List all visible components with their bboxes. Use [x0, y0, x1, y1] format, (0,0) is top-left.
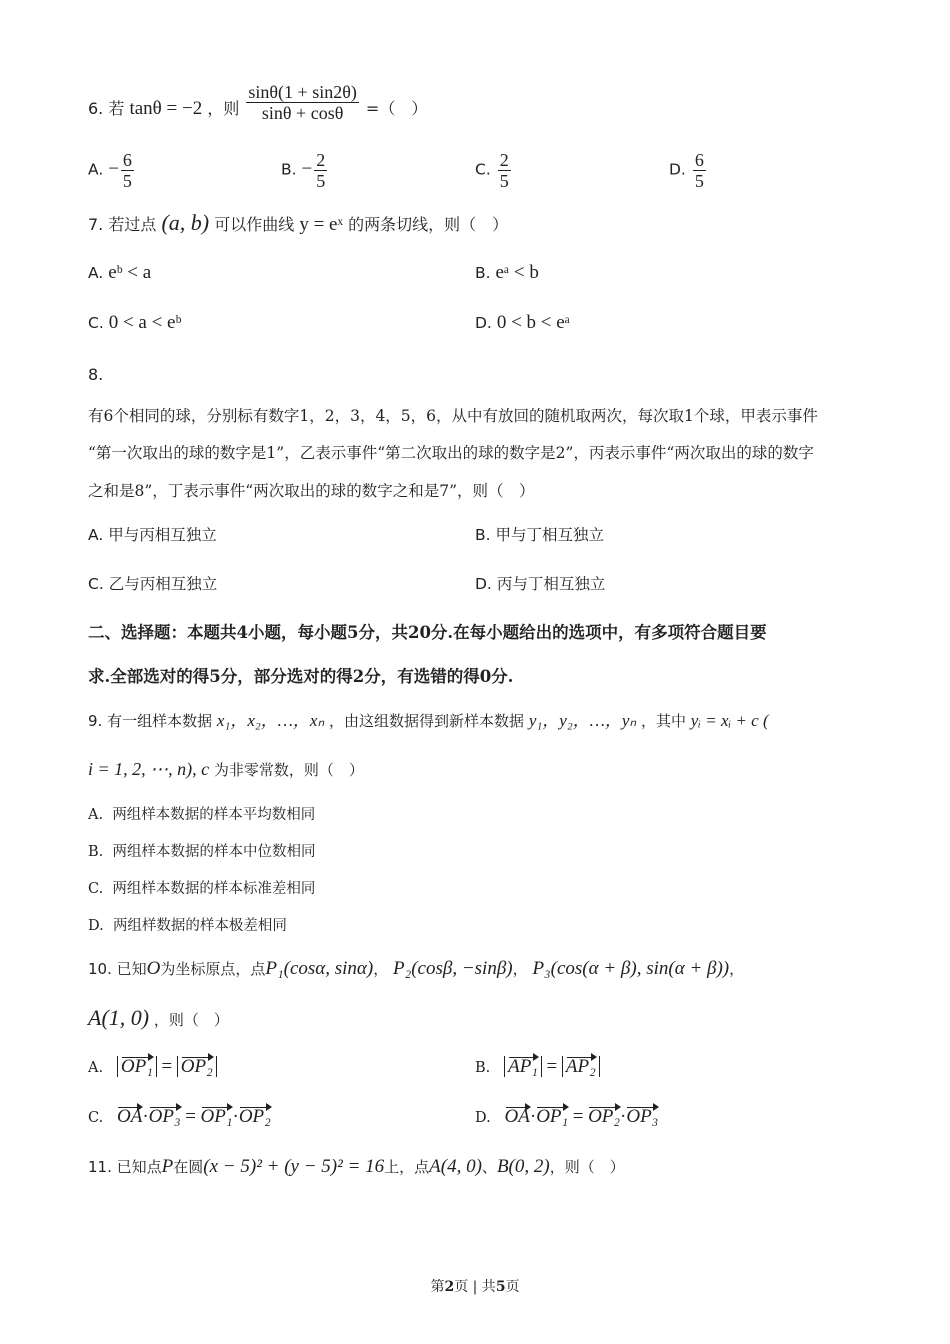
option-text: 两组样本数据的样本标准差相同	[112, 881, 316, 897]
option-fraction	[498, 150, 511, 191]
q10-text-1: 已知	[116, 960, 147, 978]
dot-operator: ·	[142, 1106, 149, 1127]
q9-option-c	[88, 877, 315, 898]
q6-expression	[246, 82, 358, 123]
option-text: 甲与丁相互独立	[495, 526, 605, 544]
q10-option-b	[475, 1056, 600, 1078]
vector-op2: OP₂	[180, 1056, 213, 1077]
option-math: eᵇ < a	[108, 262, 152, 283]
q6-text-prefix: 若	[108, 99, 125, 118]
q10-option-c	[88, 1106, 271, 1128]
q8-option-b	[475, 523, 604, 545]
vector-ap1: AP₁	[508, 1056, 538, 1077]
footer-prefix: 第	[430, 1279, 445, 1295]
vector-op2: OP₂	[588, 1106, 621, 1127]
q9-option-a	[88, 803, 315, 824]
option-letter: C.	[475, 160, 491, 179]
q10-text-3: ，则（ ）	[153, 1011, 229, 1029]
fraction-denominator: 5	[316, 171, 326, 191]
q11-circle-equation: (x − 5)² + (y − 5)² = 16	[203, 1156, 385, 1177]
q7-option-d	[475, 312, 570, 334]
q8-stem-line-1: 有6个相同的球，分别标有数字1，2，3，4，5，6，从中有放回的随机取两次，每次取1个球，甲表示事件	[88, 407, 818, 425]
option-letter: D.	[475, 1110, 491, 1126]
q6-expression-denominator: sinθ + cosθ	[261, 103, 344, 123]
option-letter: D.	[88, 918, 104, 934]
footer-suffix: 页	[505, 1279, 520, 1295]
q11-point-b: B(0, 2)	[496, 1156, 550, 1177]
option-text: 两组样本数据的样本平均数相同	[112, 807, 316, 823]
option-fraction	[693, 150, 706, 191]
q7-stem	[88, 212, 508, 236]
option-text: 乙与丙相互独立	[108, 575, 218, 593]
option-math: 0 < a < eᵇ	[108, 312, 182, 333]
q11-text-4: ，则（ ）	[549, 1158, 625, 1176]
q6-expression-numerator: sinθ(1 + sin2θ)	[248, 82, 357, 102]
option-math: 0 < b < eᵃ	[496, 312, 570, 333]
fraction-denominator: 5	[122, 171, 132, 191]
q6-number: 6.	[88, 99, 104, 118]
q6-option-b	[281, 150, 329, 191]
q9-y-data: y₁，y₂，…，yₙ	[528, 711, 637, 730]
q8-option-d	[475, 572, 605, 594]
q6-condition: tanθ = −2	[129, 98, 203, 119]
q7-curve: y = eˣ	[299, 214, 343, 235]
option-letter: B.	[88, 844, 104, 860]
q11-text-1: 已知点	[116, 1158, 162, 1176]
option-letter: D.	[475, 314, 492, 332]
footer-page-number: 2	[444, 1279, 455, 1295]
q9-x-data: x₁，x₂，…，xₙ	[216, 711, 325, 730]
vector-op3: OP₃	[626, 1106, 659, 1127]
fraction-numerator: 6	[122, 150, 132, 170]
q6-text-suffix: =（ ）	[365, 99, 428, 118]
option-letter: C.	[88, 314, 104, 332]
q8-stem-line-3: 之和是8”，丁表示事件“两次取出的球的数字之和是7”，则（ ）	[88, 482, 535, 500]
option-letter: A.	[88, 1060, 104, 1076]
q7-text-a: 若过点	[108, 215, 157, 234]
q9-text-3: ，其中	[640, 712, 686, 730]
q7-option-c	[88, 312, 181, 334]
option-text: 两组样本数据的样本中位数相同	[112, 844, 316, 860]
q10-option-a	[88, 1056, 217, 1078]
q10-text-2: 为坐标原点，点	[160, 960, 266, 978]
q10-separator: ，	[729, 960, 745, 978]
q10-point-p1: P₁(cosα, sinα)	[265, 958, 374, 979]
equals-sign: =	[185, 1106, 196, 1127]
q10-separator: ，	[373, 960, 389, 978]
option-sign: −	[301, 158, 313, 180]
q7-text-c: 的两条切线，则（ ）	[348, 215, 509, 234]
section-2-heading-line-1: 二、选择题：本题共4小题，每小题5分，共20分.在每小题给出的选项中，有多项符合题目要	[88, 623, 767, 642]
q9-index-range: i = 1, 2, ⋯, n), c	[88, 759, 210, 779]
vector-magnitude	[562, 1056, 600, 1077]
option-letter: A.	[88, 807, 104, 823]
option-text: 甲与丙相互独立	[108, 526, 217, 544]
q11-stem	[88, 1156, 625, 1178]
option-text: 两组样数据的样本极差相同	[112, 918, 287, 934]
q8-option-a	[88, 523, 217, 545]
vector-ap2: AP₂	[565, 1056, 596, 1077]
q9-text-1: 有一组样本数据	[107, 712, 213, 730]
q10-stem-line-2	[88, 1007, 229, 1031]
option-letter: D.	[669, 160, 686, 179]
q8-stem-line-2: “第一次取出的球的数字是1”，乙表示事件“第二次取出的球的数字是2”，丙表示事件“两次取出的球的数字	[88, 444, 814, 462]
q11-number: 11.	[88, 1158, 112, 1176]
q7-option-a	[88, 262, 151, 284]
q6-option-a	[88, 150, 136, 191]
vector-magnitude	[504, 1056, 542, 1077]
q11-point-a: A(4, 0)	[429, 1156, 482, 1177]
vector-oa: OA	[117, 1106, 143, 1127]
q10-point-a: A(1, 0)	[88, 1005, 150, 1030]
fraction-numerator: 2	[316, 150, 326, 170]
equals-sign: =	[161, 1056, 173, 1077]
q10-option-d	[475, 1106, 658, 1128]
q9-text-2: ，由这组数据得到新样本数据	[329, 712, 525, 730]
q10-number: 10.	[88, 960, 112, 978]
option-fraction	[121, 150, 134, 191]
vector-op3: OP₃	[148, 1106, 181, 1127]
q11-text-2: 在圆	[173, 1158, 204, 1176]
q7-point: (a, b)	[161, 210, 210, 235]
q7-number: 7.	[88, 215, 104, 234]
fraction-denominator: 5	[499, 171, 509, 191]
option-sign: −	[108, 158, 119, 180]
vector-op2: OP₂	[238, 1106, 271, 1127]
fraction-numerator: 2	[499, 150, 509, 170]
vector-op1: OP₁	[120, 1056, 153, 1077]
q9-option-b	[88, 840, 315, 861]
q10-separator: ，	[512, 960, 528, 978]
equals-sign: =	[572, 1106, 584, 1127]
footer-middle: 页 | 共	[454, 1279, 496, 1295]
q9-text-4: 为非零常数，则（ ）	[213, 761, 364, 779]
q6-option-d	[669, 150, 708, 191]
q6-text-middle: ，则	[207, 99, 240, 118]
q9-stem-line-1	[88, 710, 769, 732]
q9-option-d	[88, 914, 287, 935]
q10-origin: O	[146, 958, 161, 979]
q9-stem-line-2	[88, 758, 364, 781]
q11-text-3: 上，点	[384, 1158, 430, 1176]
q10-stem-line-1	[88, 958, 744, 980]
section-2-heading-line-2: 求.全部选对的得5分，部分选对的得2分，有选错的得0分.	[88, 667, 514, 686]
q6-option-c	[475, 150, 513, 191]
q9-formula: yᵢ = xᵢ + c (	[690, 711, 769, 730]
dot-operator: ·	[232, 1106, 239, 1127]
option-letter: D.	[475, 575, 492, 593]
dot-operator: ·	[529, 1106, 537, 1127]
option-letter: A.	[88, 526, 104, 544]
option-text: 丙与丁相互独立	[496, 575, 606, 593]
option-letter: B.	[475, 264, 491, 282]
option-letter: B.	[475, 526, 491, 544]
page-footer	[0, 1276, 950, 1296]
vector-op1: OP₁	[536, 1106, 569, 1127]
q8-number: 8.	[88, 365, 104, 384]
q10-point-p2: P₂(cosβ, −sinβ)	[393, 958, 513, 979]
option-letter: C.	[88, 575, 104, 593]
fraction-denominator: 5	[694, 171, 704, 191]
q9-number: 9.	[88, 712, 103, 730]
dot-operator: ·	[620, 1106, 627, 1127]
q11-separator: 、	[481, 1158, 497, 1176]
q7-text-b: 可以作曲线	[214, 215, 295, 234]
option-letter: A.	[88, 264, 104, 282]
option-letter: B.	[281, 160, 297, 179]
vector-magnitude	[117, 1056, 157, 1077]
vector-op1: OP₁	[200, 1106, 233, 1127]
option-fraction	[314, 150, 327, 191]
q11-point-p: P	[161, 1156, 174, 1177]
equals-sign: =	[546, 1056, 558, 1077]
vector-oa: OA	[504, 1106, 530, 1127]
option-letter: C.	[88, 881, 104, 897]
option-letter: C.	[88, 1110, 104, 1126]
q10-point-p3: P₃(cos(α + β), sin(α + β))	[532, 958, 730, 979]
fraction-numerator: 6	[694, 150, 704, 170]
q7-option-b	[475, 262, 539, 284]
option-letter: B.	[475, 1060, 491, 1076]
option-math: eᵃ < b	[495, 262, 539, 283]
option-letter: A.	[88, 160, 104, 179]
footer-total-pages: 5	[495, 1279, 506, 1295]
vector-magnitude	[177, 1056, 217, 1077]
q8-option-c	[88, 572, 217, 594]
